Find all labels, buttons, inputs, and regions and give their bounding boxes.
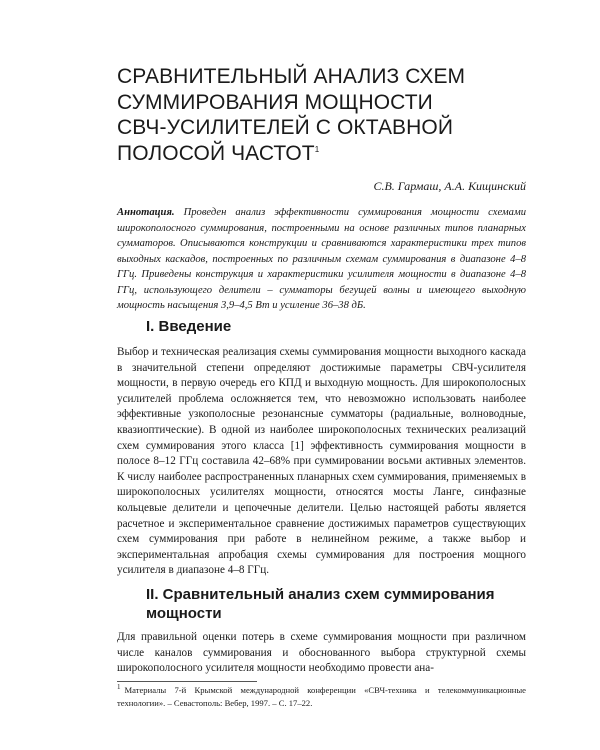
title-line-2: СУММИРОВАНИЯ МОЩНОСТИ <box>117 90 433 114</box>
footnote <box>117 684 526 710</box>
abstract-text: Проведен анализ эффективности суммирования мощности схемами широкополосного суммирования, построенными на основе различных типов планарных сумматоров. Описываются конструкции и сравниваются характеристики трех типов выходных каскадов, построенных по различным схемам суммирования в диапазоне 4–8 ГГц. Приведены конструкция и характеристики усилителя мощности в диапазоне 4–8 ГГц, использующего делители – сумматоры бегущей волны и имеющего выходную мощность насыщения 3,9–4,5 Вт и усиление 36–38 дБ. <box>117 207 527 311</box>
title-line-1: СРАВНИТЕЛЬНЫЙ АНАЛИЗ СХЕМ <box>117 65 466 88</box>
footnote-number: 1 <box>117 683 121 692</box>
authors: С.В. Гармаш, А.А. Кищинский <box>373 179 526 193</box>
title-line-4-text: ПОЛОСОЙ ЧАСТОТ <box>117 141 315 165</box>
section-2-paragraph: Для правильной оценки потерь в схеме суммирования мощности при различном числе каналов суммирования и обоснованного выбора структурной схемы широкополосного усилителя мощности необходимо провести ана- <box>117 631 526 675</box>
abstract-label: Аннотация. <box>117 207 175 218</box>
section-1-paragraph: Выбор и техническая реализация схемы суммирования мощности выходного каскада в значительной степени определяют достижимые параметры СВЧ-усилителя мощности, в первую очередь его КПД и выходную мощность. Для широкополосных усилителей проблема осложняется тем, что невозможно использовать наиболее эффективные узкополосные резонансные сумматоры (радиальные, волноводные, квазиоптические). В одной из наиболее широкополосных технических реализаций схем суммирования этого класса [1] эффективность суммирования мощности в полосе 8–12 ГГц составила 42–68% при суммировании восьми активных элементов. К числу наиболее распространенных планарных схем суммирования, применяемых в широкополосных усилителях мощности, относятся мосты Ланге, синфазные кольцевые делители и цепочечные делители. Целью настоящей работы является расчетное и экспериментальное сравнение достижимых параметров существующих схем суммирования при работе в нелинейном режиме, а также выбор и экспериментальная апробация схемы суммирования для построения мощного усилителя в диапазоне 4–8 ГГц. <box>117 346 526 577</box>
abstract <box>117 205 526 314</box>
title-line-3: СВЧ-УСИЛИТЕЛЕЙ С ОКТАВНОЙ <box>117 116 454 139</box>
footnote-divider <box>117 681 257 682</box>
footnote-text: Материалы 7-й Крымской международной конференции «СВЧ-техника и телекоммуникационные технологии». – Севастополь: Вебер, 1997. – С. 17–22. <box>117 685 526 708</box>
title-footnote-mark: 1 <box>314 144 320 154</box>
paper-title <box>117 64 537 166</box>
section-2-heading: II. Сравнительный анализ схем суммирования мощности <box>146 586 495 622</box>
title-line-4 <box>117 141 537 167</box>
section-1-heading: I. Введение <box>146 318 232 335</box>
